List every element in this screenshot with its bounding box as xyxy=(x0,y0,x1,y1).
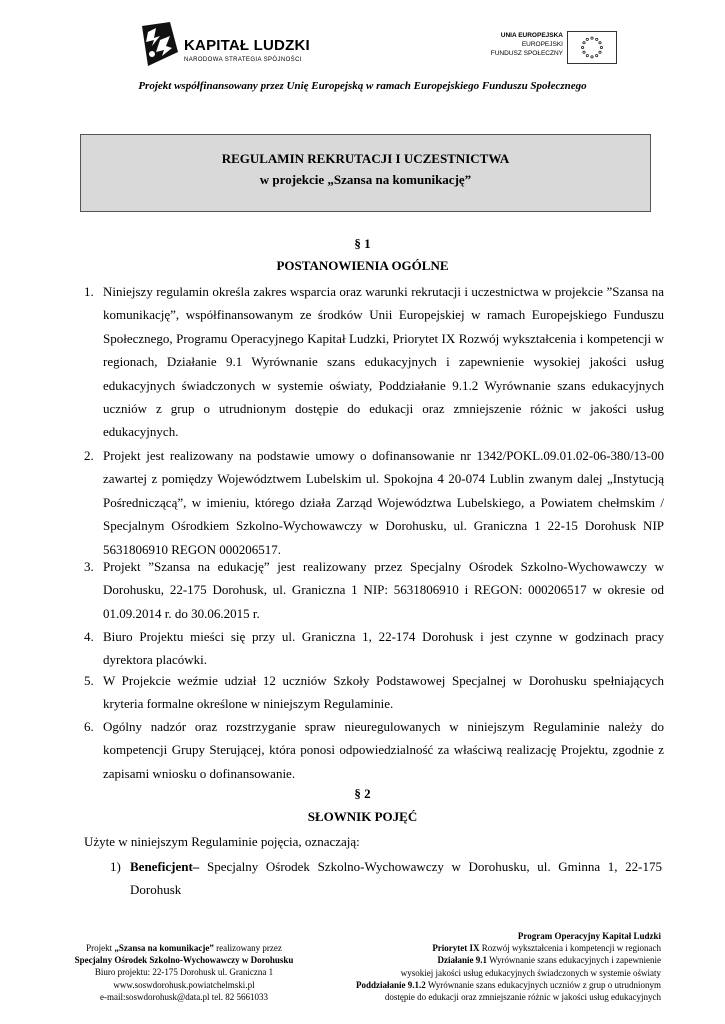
section-1-heading: POSTANOWIENIA OGÓLNE xyxy=(276,258,449,273)
eu-logo xyxy=(487,31,617,65)
footer-left-line1-a: Projekt xyxy=(86,943,115,953)
list-item-number: 3. xyxy=(84,559,94,574)
footer-right-line4: wysokiej jakości usług edukacyjnych świadczonych w systemie oświaty xyxy=(400,967,661,978)
list-item-text: W Projekcie weźmie udział 12 uczniów Szkoły Podstawowej Specjalnej w Dorohusku spełniających kryteria formalne określone w niniejszym Regulaminie. xyxy=(103,673,664,712)
footer-left-line1-c: realizowany przez xyxy=(213,943,282,953)
eu-logo-text xyxy=(491,31,563,58)
footer-right-line6: dostępie do edukacji oraz zmniejszanie różnic w jakości usług edukacyjnych xyxy=(384,992,661,1003)
cofinancing-note: Projekt współfinansowany przez Unię Europejską w ramach Europejskiego Funduszu Społecznego xyxy=(138,80,587,92)
section-1-number: § 1 xyxy=(354,236,371,251)
list-item xyxy=(84,669,664,716)
footer-right-line5: Wyrównanie szans edukacyjnych uczniów z grup o utrudnionym xyxy=(425,979,661,990)
eu-flag-icon xyxy=(567,31,617,64)
footer-right-line2-bold: Priorytet IX xyxy=(432,943,480,954)
footer-program-info xyxy=(356,930,661,1003)
list-item xyxy=(84,280,664,444)
list-item-text: Niniejszy regulamin określa zakres wsparcia oraz warunki rekrutacji i uczestnictwa w projekcie ”Szansa na komunikację”, współfinansowanym ze środków Unii Europejskiej w ramach Europejskiego Funduszu Społecznego, Programu Operacyjnego Kapitał Ludzki, Priorytet IX Rozwój wykształcenia i kompetencji w regionach, Działanie 9.1 Wyrównanie szans edukacyjnych i zapewnienie wysokiej jakości usług edukacyjnych świadczonych w systemie oświaty, Poddziałanie 9.1.2 Wyrównanie szans edukacyjnych uczniów z grup o utrudnionym dostępie do edukacji oraz zmniejszenie różnic w jakości usług edukacyjnych. xyxy=(103,284,664,440)
list-item-text: Projekt ”Szansa na edukację” jest realizowany przez Specjalny Ośrodek Szkolno-Wychowawczy w Dorohusku, 22-175 Dorohusk, ul. Graniczna 1 NIP: 5631806910 i REGON: 000206517 w okresie od 01.09.2014 r. do 30.06.2015 r. xyxy=(103,559,664,621)
document-title: REGULAMIN REKRUTACJI I UCZESTNICTWA xyxy=(221,151,510,166)
list-item xyxy=(84,715,664,785)
footer-right-line3: Wyrównanie szans edukacyjnych i zapewnienie xyxy=(487,955,661,966)
eu-logo-line2: EUROPEJSKI xyxy=(521,41,563,48)
list-item-text: Ogólny nadzór oraz rozstrzyganie spraw nieuregulowanych w niniejszym Regulaminie należy do kompetencji Grupy Sterującej, która ponosi odpowiedzialność za właściwą realizację Projektu, zgodnie z zapisami wniosku o dofinansowanie. xyxy=(103,719,664,781)
kapital-ludzki-logo xyxy=(140,22,310,68)
document-title-box xyxy=(80,134,651,212)
definition-term: Beneficjent– xyxy=(130,859,200,874)
kapital-ludzki-subtitle: NARODOWA STRATEGIA SPÓJNOŚCI xyxy=(184,57,302,63)
footer-left-line4: www.soswdorohusk.powiatchelmski.pl xyxy=(113,979,255,990)
section-2-heading: SŁOWNIK POJĘĆ xyxy=(307,809,418,824)
list-item xyxy=(84,444,664,561)
eu-logo-line3: FUNDUSZ SPOŁECZNY xyxy=(490,50,563,57)
footer-right-line3-bold: Działanie 9.1 xyxy=(437,955,488,966)
footer-left-line2: Specjalny Ośrodek Szkolno-Wychowawczy w Dorohusku xyxy=(74,955,294,966)
list-item-text: Biuro Projektu mieści się przy ul. Graniczna 1, 22-174 Dorohusk i jest czynne w godzinach pracy dyrektora placówki. xyxy=(103,629,664,668)
footer-right-line5-bold: Poddziałanie 9.1.2 xyxy=(356,979,426,990)
section-2-intro: Użyte w niniejszym Regulaminie pojęcia, oznaczają: xyxy=(84,834,360,849)
list-item-number: 5. xyxy=(84,673,94,688)
list-item xyxy=(84,555,664,625)
document-subtitle: w projekcie „Szansa na komunikację” xyxy=(259,172,472,187)
eu-logo-line1: UNIA EUROPEJSKA xyxy=(500,32,563,39)
list-item-number: 4. xyxy=(84,629,94,644)
footer-right-line2: Rozwój wykształcenia i kompetencji w regionach xyxy=(479,943,661,954)
list-item-number: 1. xyxy=(84,284,94,299)
list-item-number: 6. xyxy=(84,719,94,734)
section-2-number: § 2 xyxy=(354,786,371,801)
kapital-ludzki-mark-icon xyxy=(140,22,180,68)
footer-project-info xyxy=(54,942,314,1003)
footer-left-line1-b: „Szansa na komunikacje” xyxy=(114,943,214,953)
footer-right-line1: Program Operacyjny Kapitał Ludzki xyxy=(517,931,661,941)
definition-text: Specjalny Ośrodek Szkolno-Wychowawczy w Dorohusku, ul. Gminna 1, 22-175 Dorohusk xyxy=(130,859,662,898)
footer-left-line3: Biuro projektu: 22-175 Dorohusk ul. Graniczna 1 xyxy=(94,967,274,978)
footer-left-line5: e-mail:soswdorohusk@data.pl tel. 82 5661033 xyxy=(99,991,269,1002)
list-item-number: 2. xyxy=(84,448,94,463)
kapital-ludzki-title: KAPITAŁ LUDZKI xyxy=(184,37,310,54)
list-item-text: Projekt jest realizowany na podstawie umowy o dofinansowanie nr 1342/POKL.09.01.02-06-380/13-00 zawartej z pomiędzy Województwem Lubelskim ul. Spokojna 4 20-074 Lublin zwanym dalej „Instytucją Pośredniczącą”, w imieniu, którego działa Zarząd Województwa Lubelskiego, a Powiatem chełmskim / Specjalnym Ośrodkiem Szkolno-Wychowawczy w Dorohusku, ul. Graniczna 1 22-15 Dorohusk NIP 5631806910 REGON 000206517. xyxy=(103,448,664,557)
list-item xyxy=(84,625,664,672)
definition-number: 1) xyxy=(110,859,121,874)
definition-item xyxy=(110,855,662,902)
